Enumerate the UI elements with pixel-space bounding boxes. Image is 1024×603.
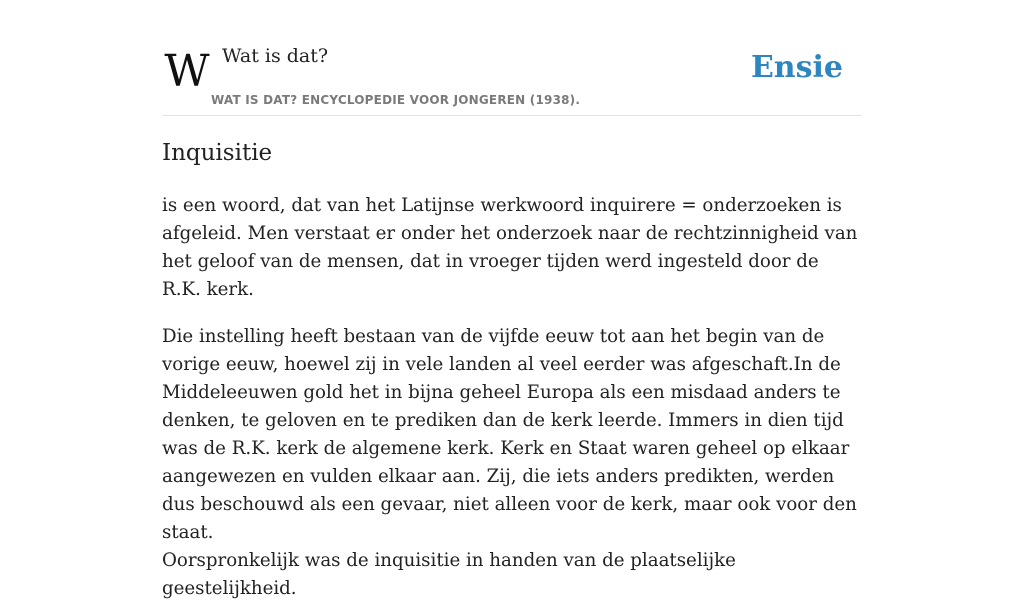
- article-title: Inquisitie: [162, 140, 273, 166]
- wikipedia-w-icon: [164, 46, 210, 97]
- paragraph: is een woord, dat van het Latijnse werkwoord inquirere = onderzoeken is afgeleid. Men verstaat er onder het onderzoek naar de rechtzinnigheid van het geloof van de mensen, dat in vroeger tijden werd ingesteld door de R.K. kerk.: [162, 195, 858, 300]
- paragraph: Die instelling heeft bestaan van de vijfde eeuw tot aan het begin van de vorige eeuw, hoewel zij in vele landen al veel eerder was afgeschaft.In de Middeleeuwen gold het in bijna geheel Europa als een misdaad anders te denken, te geloven en te prediken dan de kerk leerde. Immers in dien tijd was de R.K. kerk de algemene kerk. Kerk en Staat waren geheel op elkaar aangewezen en vulden elkaar aan. Zij, die iets anders predikten, werden dus beschouwd als een gevaar, niet alleen voor de kerk, maar ook voor den staat.: [162, 326, 857, 543]
- article-body: [162, 192, 862, 603]
- content-container: [162, 0, 862, 599]
- paragraph: Oorspronkelijk was de inquisitie in handen van de plaatselijke geestelijkheid.: [162, 550, 736, 599]
- source-subtitle: WAT IS DAT? ENCYCLOPEDIE VOOR JONGEREN (1938).: [211, 93, 581, 107]
- svg-text:W: W: [164, 46, 210, 97]
- source-header: [162, 0, 862, 116]
- brand-logo-link[interactable]: Ensie: [750, 50, 843, 85]
- source-title: Wat is dat?: [222, 45, 329, 67]
